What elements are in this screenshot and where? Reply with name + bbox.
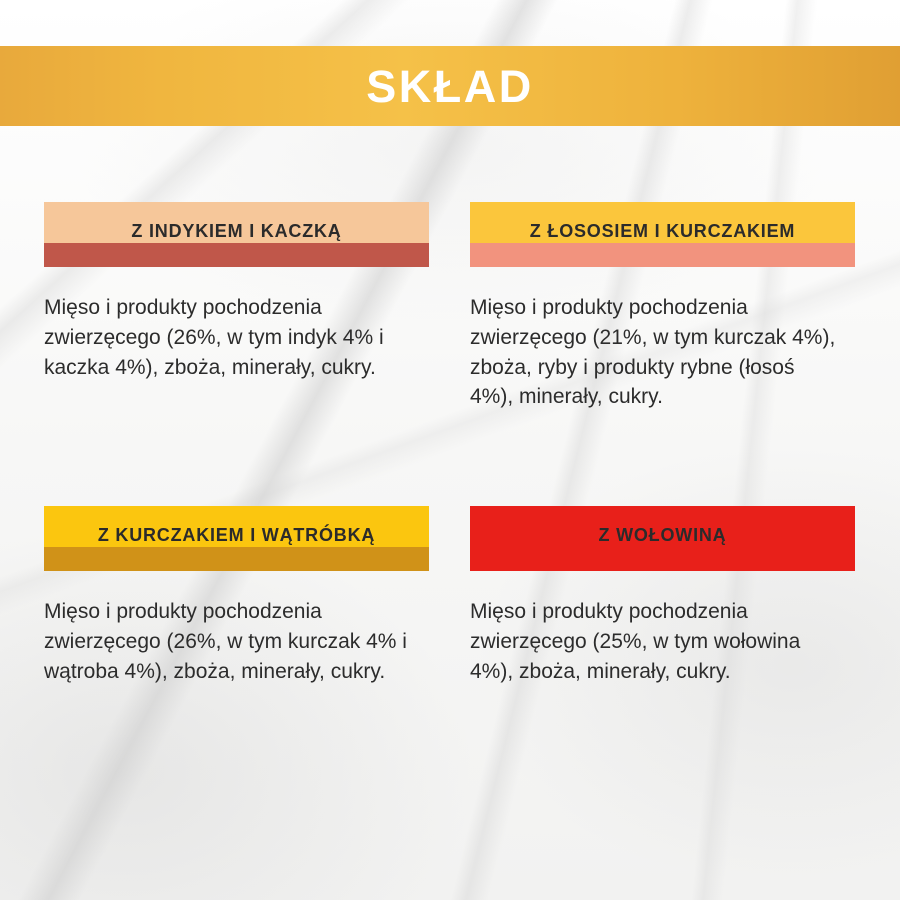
card-body-text: Mięso i produkty pochodzenia zwierzęcego (26%, w tym kurczak 4% i wątroba 4%), zboża, minerały, cukry.: [44, 600, 407, 683]
header-band-bottom: [44, 547, 429, 571]
card-header: [470, 202, 855, 267]
card-title: Z ŁOSOSIEM I KURCZAKIEM: [529, 221, 796, 241]
header-band-bottom: [470, 243, 855, 267]
card-body-text: Mięso i produkty pochodzenia zwierzęcego (21%, w tym kurczak 4%), zboża, ryby i produkty rybne (łosoś 4%), minerały, cukry.: [470, 296, 836, 409]
card-title: Z WOŁOWINĄ: [598, 525, 727, 545]
page-title: SKŁAD: [366, 60, 534, 112]
card-header: [470, 506, 855, 571]
card-title: Z INDYKIEM I KACZKĄ: [131, 221, 342, 241]
composition-card-grid: [0, 126, 900, 900]
card-header: [44, 506, 429, 571]
page-banner: [0, 46, 900, 126]
card-title: Z KURCZAKIEM I WĄTRÓBKĄ: [97, 525, 376, 545]
composition-card: [470, 202, 855, 412]
card-header: [44, 202, 429, 267]
composition-card: [44, 202, 429, 382]
header-band-bottom: [470, 547, 855, 571]
composition-card: [470, 506, 855, 686]
card-body-text: Mięso i produkty pochodzenia zwierzęcego (25%, w tym wołowina 4%), zboża, minerały, cukry.: [470, 600, 801, 683]
header-band-bottom: [44, 243, 429, 267]
composition-card: [44, 506, 429, 686]
card-body-text: Mięso i produkty pochodzenia zwierzęcego (26%, w tym indyk 4% i kaczka 4%), zboża, minerały, cukry.: [44, 296, 384, 379]
